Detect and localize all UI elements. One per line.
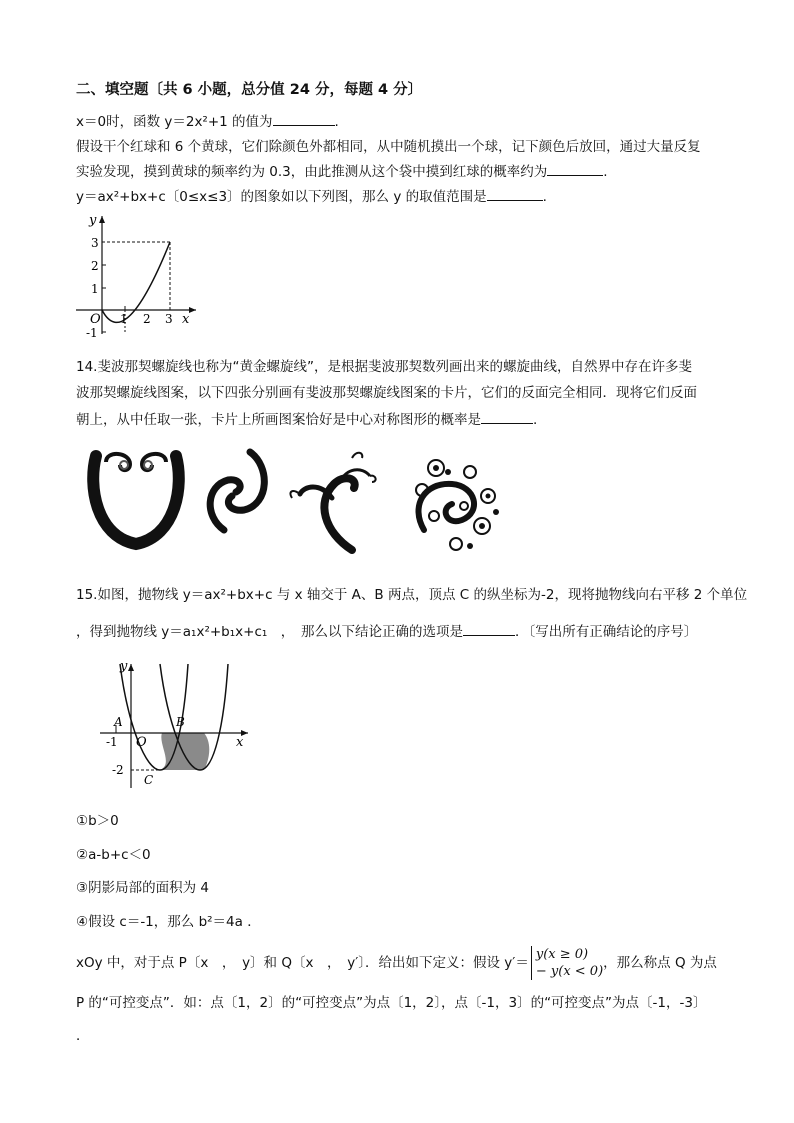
piecewise-case-2: − y(x < 0) — [535, 964, 604, 979]
tick-label-neg2: -2 — [112, 763, 124, 777]
q13-graph — [72, 210, 202, 338]
y-tick-label: 2 — [91, 259, 99, 273]
x-tick-label: 3 — [165, 312, 173, 326]
y-axis-label: y — [89, 213, 97, 228]
question-16-line3: ． — [76, 1028, 90, 1044]
x-tick-label: 1 — [120, 312, 128, 326]
q11-text: x＝0时，函数 y＝2x²+1 的值为 — [76, 114, 273, 130]
question-11 — [76, 111, 339, 132]
question-14-line2: 波那契螺旋线图案，以下四张分别画有斐波那契螺旋线图案的卡片，它们的反面完全相同．现将它们反面 — [76, 385, 697, 401]
spiral-card-3 — [290, 453, 375, 550]
spiral-card-1 — [93, 454, 179, 544]
q12-end: . — [603, 164, 608, 180]
question-15-line1: 15.如图，抛物线 y＝ax²+bx+c 与 x 轴交于 A、B 两点，顶点 C 的纵坐标为-2，现将抛物线向右平移 2 个单位 — [76, 587, 748, 603]
answer-blank — [463, 621, 515, 636]
q14-end: . — [533, 412, 538, 428]
question-16-line1 — [76, 946, 717, 980]
q15-end: ．〔写出所有正确结论的序号〕 — [515, 624, 698, 640]
y-axis-label: y — [120, 659, 128, 674]
point-a-label: A — [114, 715, 123, 729]
answer-blank — [481, 409, 533, 424]
answer-blank — [273, 111, 335, 126]
q15-text: ，得到抛物线 y＝a₁x²+b₁x+c₁ ， 那么以下结论正确的选项是 — [76, 624, 464, 640]
option-2: ②a-b+c＜0 — [76, 847, 151, 863]
y-tick-label: -1 — [86, 326, 98, 338]
x-axis-label: x — [236, 735, 244, 750]
x-tick-label: 2 — [143, 312, 151, 326]
question-15-line2 — [76, 621, 697, 642]
q15-graph — [98, 656, 258, 792]
option-4: ④假设 c＝-1，那么 b²＝4a ． — [76, 914, 261, 930]
question-14-line3 — [76, 409, 537, 430]
piecewise-case-1: y(x ≥ 0) — [535, 947, 589, 962]
point-b-label: B — [176, 715, 185, 729]
section-title: 二、填空题〔共 6 小题，总分值 24 分，每题 4 分〕 — [76, 82, 423, 98]
point-c-label: C — [144, 773, 154, 787]
x-axis-label: x — [182, 312, 190, 327]
option-1: ①b＞0 — [76, 813, 119, 829]
y-arrow-icon — [99, 216, 105, 223]
tick-label-neg1: -1 — [106, 735, 118, 749]
y-arrow-icon — [128, 664, 134, 671]
origin-label: O — [90, 312, 101, 327]
piecewise-definition — [531, 946, 603, 980]
q16-text: xOy 中，对于点 P〔x ， y〕和 Q〔x ， y′〕．给出如下定义：假设 y′＝ — [76, 955, 529, 971]
spiral-card-4 — [416, 460, 499, 550]
option-3: ③阴影局部的面积为 4 — [76, 880, 209, 896]
question-12-line1: 假设干个红球和 6 个黄球，它们除颜色外都相同，从中随机摸出一个球，记下颜色后放回，通过大量反复 — [76, 139, 701, 155]
q12-text: 实验发现，摸到黄球的频率约为 0.3，由此推测从这个袋中摸到红球的概率约为 — [76, 164, 548, 180]
q13-end: . — [542, 189, 547, 205]
answer-blank — [487, 186, 543, 201]
q13-text: y＝ax²+bx+c〔0≤x≤3〕的图象如以下列图，那么 y 的取值范围是 — [76, 189, 487, 205]
question-14-line1: 14.斐波那契螺旋线也称为“黄金螺旋线”，是根据斐波那契数列画出来的螺旋曲线，自然界中存在许多斐 — [76, 359, 692, 375]
question-12-line2 — [76, 161, 608, 182]
y-tick-label: 3 — [91, 236, 99, 250]
answer-blank — [547, 161, 603, 176]
question-16-line2: P 的“可控变点”．如：点〔1，2〕的“可控变点”为点〔1，2〕，点〔-1，3〕的“可控变点”为点〔-1，-3〕 — [76, 995, 707, 1011]
origin-label: O — [136, 735, 147, 750]
shaded-region — [160, 733, 209, 770]
q14-text: 朝上，从中任取一张，卡片上所画图案恰好是中心对称图形的概率是 — [76, 412, 481, 428]
q16-text-end: ，那么称点 Q 为点 — [603, 955, 717, 971]
question-13 — [76, 186, 547, 207]
x-arrow-icon — [189, 307, 196, 313]
y-tick-label: 1 — [91, 282, 99, 296]
spiral-cards — [84, 446, 509, 558]
spiral-card-2 — [210, 452, 264, 530]
q11-end: . — [334, 114, 339, 130]
